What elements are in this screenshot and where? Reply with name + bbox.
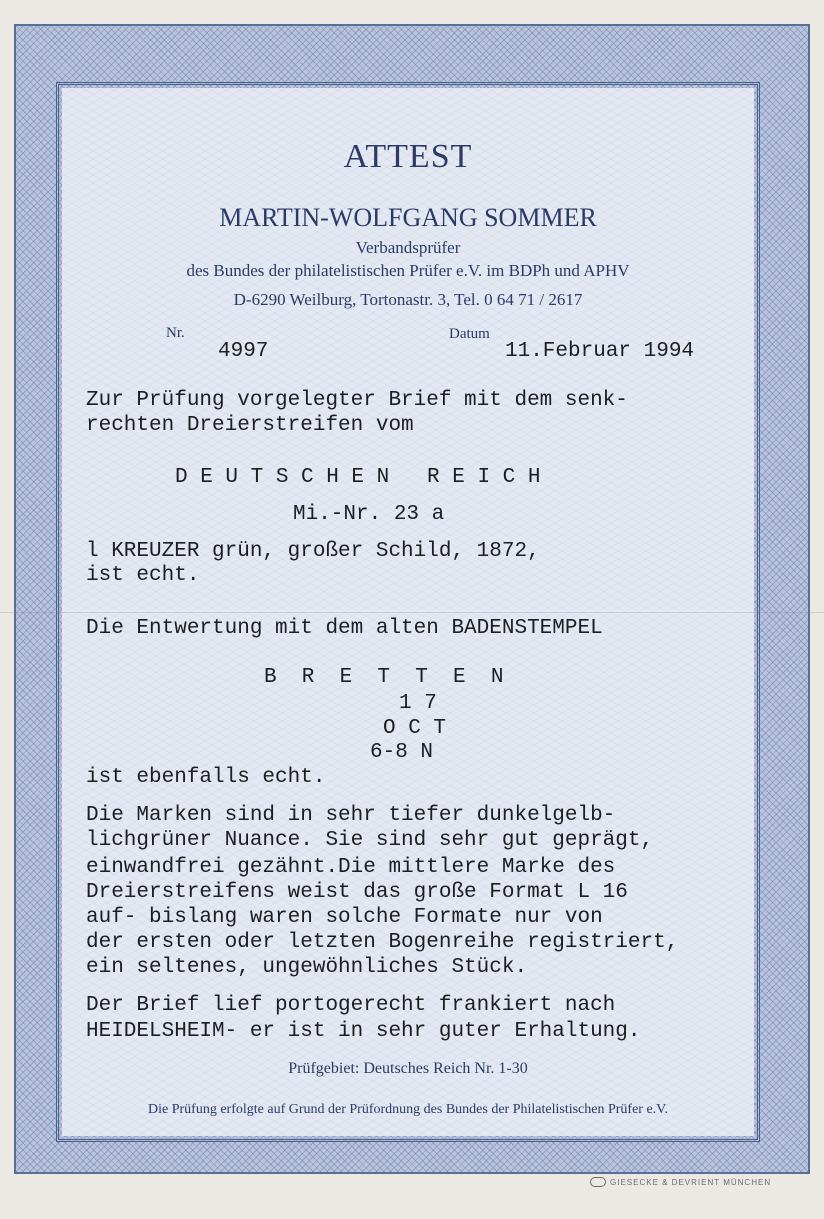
body-line: Der Brief lief portogerecht frankiert nach xyxy=(86,994,616,1017)
examiner-role: Verbandsprüfer xyxy=(355,238,461,257)
body-line: Dreierstreifens weist das große Format L 16 xyxy=(86,881,628,904)
body-line: lichgrüner Nuance. Sie sind sehr gut geprägt, xyxy=(86,829,654,852)
body-line: ein seltenes, ungewöhnliches Stück. xyxy=(86,956,528,979)
body-line: HEIDELSHEIM- er ist in sehr guter Erhaltung. xyxy=(86,1020,641,1043)
number-label: Nr. xyxy=(166,325,185,341)
postmark-town: B R E T T E N xyxy=(264,666,504,689)
examiner-association: des Bundes der philatelistischen Prüfer e.V. im BDPh und APHV xyxy=(186,261,630,280)
country-line: D E U T S C H E N R E I C H xyxy=(175,466,541,489)
postmark-month: O C T xyxy=(383,717,447,740)
paper-fold-line xyxy=(0,612,824,613)
body-line: ist echt. xyxy=(86,564,200,587)
body-line: Zur Prüfung vorgelegter Brief mit dem senk- xyxy=(86,389,628,412)
postmark-day: 1 7 xyxy=(399,692,437,715)
date-label: Datum xyxy=(449,326,490,342)
postmark-time: 6-8 N xyxy=(370,741,434,764)
exam-scope: Prüfgebiet: Deutsches Reich Nr. 1-30 xyxy=(288,1060,528,1077)
body-line: einwandfrei gezähnt.Die mittlere Marke des xyxy=(86,856,616,879)
body-line: Die Entwertung mit dem alten BADENSTEMPEL xyxy=(86,617,603,640)
catalog-number: Mi.-Nr. 23 a xyxy=(293,503,445,526)
printer-name: GIESECKE & DEVRIENT MÜNCHEN xyxy=(610,1177,772,1187)
certificate-date: 11.Februar 1994 xyxy=(505,340,695,363)
examiner-address: D-6290 Weilburg, Tortonastr. 3, Tel. 0 64 71 / 2617 xyxy=(233,290,583,309)
body-line: der ersten oder letzten Bogenreihe registriert, xyxy=(86,931,679,954)
certificate-number: 4997 xyxy=(218,340,269,363)
body-line: Die Marken sind in sehr tiefer dunkelgelb- xyxy=(86,804,616,827)
printer-logo-icon xyxy=(590,1177,606,1187)
exam-regulation-note: Die Prüfung erfolgte auf Grund der Prüfordnung des Bundes der Philatelistischen Prüfer e.V. xyxy=(148,1102,668,1117)
body-line: l KREUZER grün, großer Schild, 1872, xyxy=(86,540,540,563)
body-line: rechten Dreierstreifen vom xyxy=(86,414,414,437)
body-line: auf- bislang waren solche Formate nur von xyxy=(86,906,603,929)
printer-imprint xyxy=(590,1177,771,1187)
examiner-name: MARTIN-WOLFGANG SOMMER xyxy=(219,203,597,232)
body-line: ist ebenfalls echt. xyxy=(86,766,326,789)
certificate-title: ATTEST xyxy=(343,138,473,175)
